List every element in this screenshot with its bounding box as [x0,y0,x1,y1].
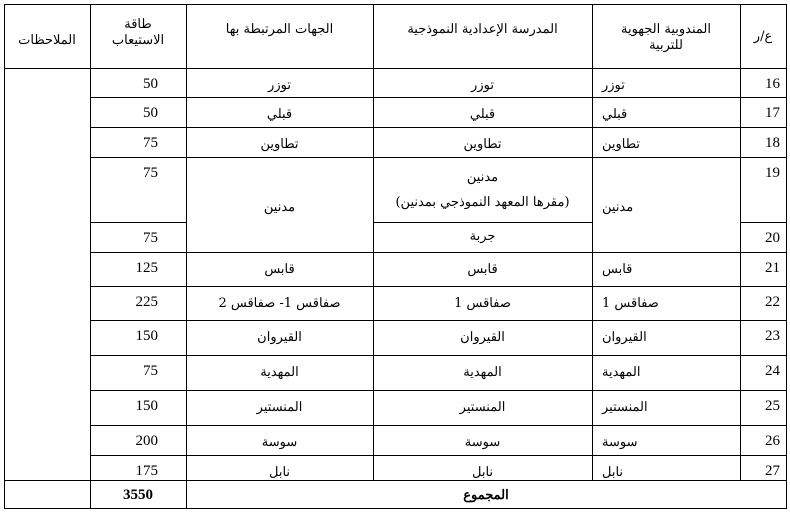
row-capacity: 175 [135,463,158,479]
row-school: توزر [471,78,494,93]
column-rule [740,4,741,480]
row-number: 22 [765,294,780,310]
row-related: توزر [268,78,291,93]
row-school: تطاوين [463,137,502,152]
column-rule [90,4,91,509]
row-number: 23 [765,328,780,344]
row-capacity: 75 [143,135,158,151]
total-value: 3550 [123,487,153,503]
row-rule [90,286,786,287]
row-school: المنستير [459,400,506,415]
row-school-note: (مقرها المعهد النموذجي بمدنين) [395,195,570,210]
row-related: مدنين [263,200,296,215]
row-capacity: 75 [143,230,158,246]
row-regional: سوسة [602,435,638,450]
row-capacity: 75 [143,165,158,181]
row-school: القيروان [460,330,505,345]
row-rule [90,355,786,356]
row-related: نابل [268,465,291,480]
header-regional: المندوبية الجهوية للتربية [620,22,712,53]
row-related: تطاوين [260,137,299,152]
row-rule [740,222,786,223]
row-related: قابس [264,262,295,277]
row-school: جربة [469,229,496,244]
row-number: 25 [765,398,780,414]
row-number: 19 [765,165,780,181]
row-school: سوسة [464,435,501,450]
row-number: 18 [765,135,780,151]
row-regional: قبلي [602,107,628,122]
row-number: 26 [765,433,780,449]
row-capacity: 200 [135,433,158,449]
table-border-left [4,4,5,509]
row-rule [90,97,786,98]
row-related: سوسة [261,435,298,450]
row-number: 20 [765,230,780,246]
row-regional: تطاوين [602,137,641,152]
row-related: المنستير [256,400,303,415]
header-number: ع/ر [753,29,773,44]
row-regional: المنستير [602,400,648,415]
row-capacity: 50 [143,76,158,92]
row-school: صفاقس 1 [454,296,511,311]
row-regional: صفاقس 1 [602,296,659,311]
header-notes: الملاحظات [18,33,76,48]
row-school: نابل [471,465,494,480]
row-rule [90,320,786,321]
total-rule [4,480,786,481]
row-rule [90,157,786,158]
row-capacity: 125 [135,260,158,276]
row-related: قبلي [266,107,293,122]
column-rule [592,4,593,480]
row-regional: القيروان [602,330,647,345]
row-rule [90,425,786,426]
row-number: 24 [765,363,780,379]
row-capacity: 150 [135,398,158,414]
row-number: 27 [765,463,780,479]
row-rule [90,390,786,391]
row-school: قابس [467,262,498,277]
header-capacity: طاقة الاستيعاب [111,17,165,48]
row-number: 16 [765,76,780,92]
row-related: المهدية [260,365,299,380]
row-related: صفاقس 1- صفاقس 2 [218,296,341,311]
row-number: 21 [765,260,780,276]
row-regional: قابس [602,262,633,277]
table-border-right [786,4,787,509]
row-number: 17 [765,105,780,121]
row-capacity: 50 [143,105,158,121]
row-school: قبلي [469,107,496,122]
row-school: المهدية [463,365,502,380]
row-capacity: 150 [135,328,158,344]
row-capacity: 75 [143,363,158,379]
column-rule [373,4,374,480]
header-related: الجهات المرتبطة بها [225,22,334,37]
row-regional: المهدية [602,365,641,380]
row-rule [90,222,186,223]
row-regional: مدنين [602,200,634,215]
total-label: المجموع [463,488,509,503]
table-border-top [4,4,786,5]
column-rule [186,4,187,509]
row-rule [90,455,786,456]
table-border-bottom [4,508,786,509]
header-rule [4,68,786,69]
row-rule [90,127,786,128]
row-rule [373,222,592,223]
row-capacity: 225 [135,294,158,310]
row-related: القيروان [257,330,302,345]
row-school: مدنين [466,170,499,185]
header-school: المدرسة الإعدادية النموذجية [407,22,558,37]
row-regional: نابل [602,465,624,480]
row-rule [90,252,786,253]
row-regional: توزر [602,78,625,93]
